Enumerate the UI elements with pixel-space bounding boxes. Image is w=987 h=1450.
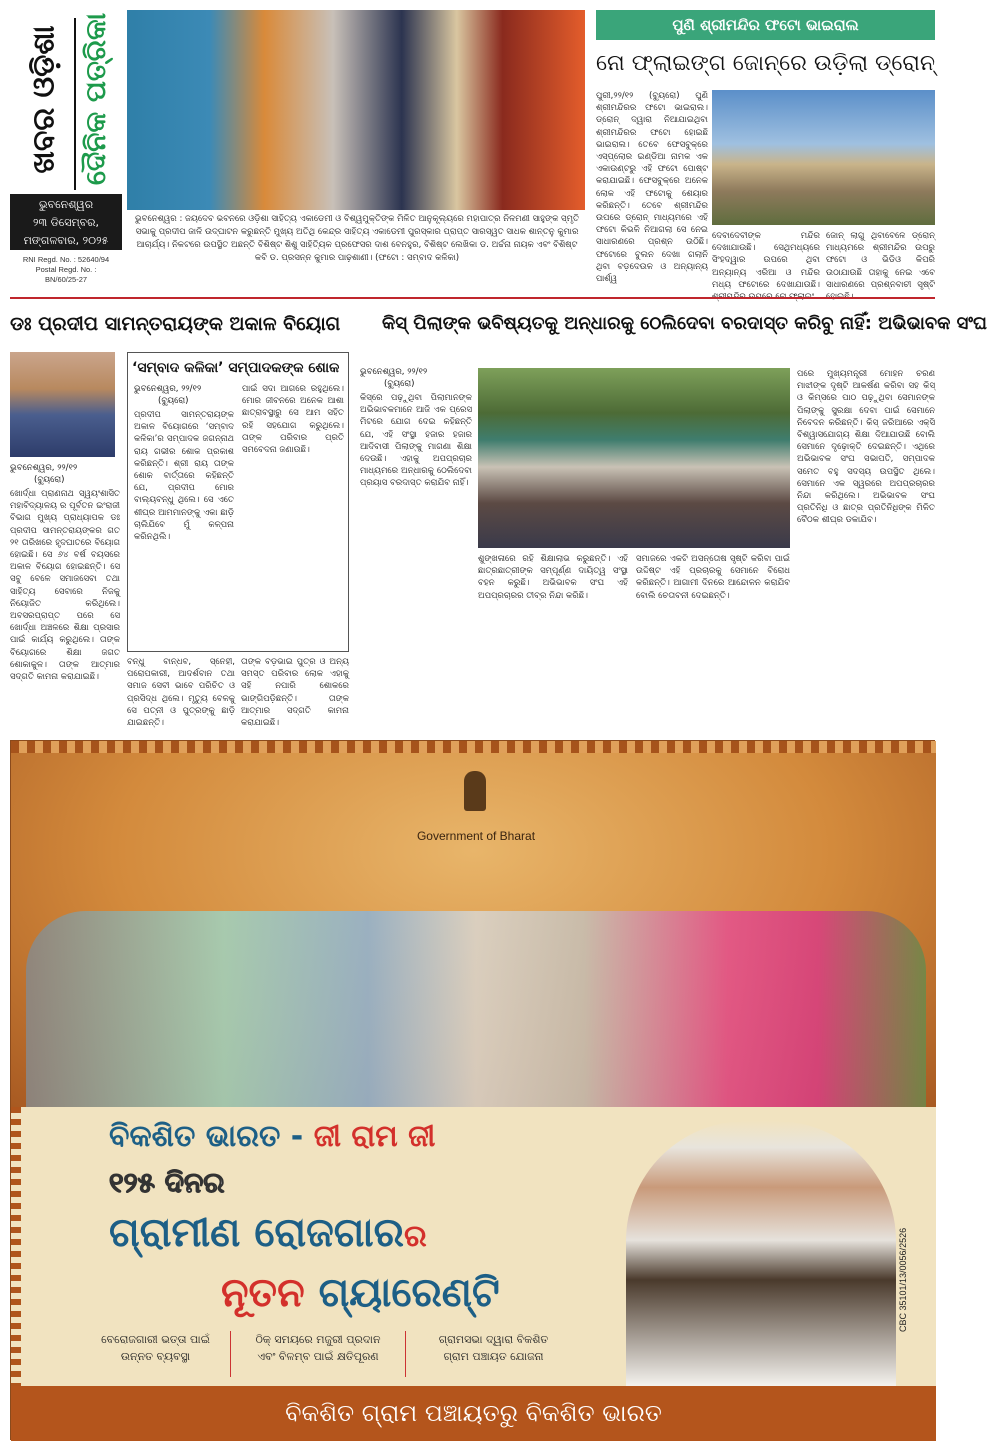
ad-line-4 xyxy=(221,1265,500,1321)
condolence-box xyxy=(127,352,349,652)
ad-feature-1 xyxy=(81,1331,231,1377)
place: ଭୁବନେଶ୍ୱର xyxy=(38,198,94,211)
government-label: Government of Bharat xyxy=(416,829,536,843)
ad-banner: ବିକଶିତ ଗ୍ରାମ ପଞ୍ଚାୟତରୁ ବିକଶିତ ଭାରତ xyxy=(11,1386,936,1441)
ad-border-pattern xyxy=(11,741,936,753)
advertisement xyxy=(10,740,935,1440)
obituary-headline: ଡଃ ପ୍ରଦୀପ ସାମନ୍ତରାୟଙ୍କ ଅକାଳ ବିୟୋଗ xyxy=(10,313,341,335)
condolence-col-2: ପାଇଁ ସଦା ଆଗରେ ରହୁଥିଲେ। ମୋର ଜୀବନରେ ଅନେକ ଆଶା ଛାତ୍ରାବସ୍ଥାରୁ ସେ ଆମ ସହିତ ରହି ସହଯୋଗ କରୁଥିଲେ। ତାଙ୍କ ପରିବାର ପ୍ରତି ସମବେଦନା ଜଣାଉଛି। xyxy=(242,384,344,456)
ad-feature-3-line-2: ଗ୍ରାମ ପଞ୍ଚାୟତ ଯୋଜନା xyxy=(443,1350,544,1363)
logo-black-text: ଖବର ଓଡ଼ିଶା xyxy=(26,25,62,174)
ad-line-4-b: ଗ୍ୟାରେଣ୍ଟି xyxy=(318,1270,500,1316)
ad-line-3-b: ର xyxy=(403,1219,427,1254)
parents-dateline: ଭୁବନେଶ୍ୱର, ୨୨/୧୨ xyxy=(360,367,428,377)
workers-group xyxy=(26,911,926,1107)
parents-meeting-photo xyxy=(478,368,790,548)
drone-col-1: ପୁରୀ,୨୨/୧୨ (ବ୍ୟୁରୋ) ପୁଣି ଶ୍ରୀମନ୍ଦିରର ଫଟୋ ଭାଇରାଲ। ଡ୍ରୋନ୍ ଦ୍ୱାରା ନିଆଯାଇଥିବା ଶ୍ରୀମନ୍ଦିରର ଫଟୋ ହୋଇଛି ଭାଇରାଲ। ତେବେ ଫେସବୁକ୍‌ରେ ଏସ୍‌ପ୍ଲୋର ଇଣ୍ଡିଆ ନାମକ ଏକ ଏକାଉଣ୍ଟରୁ ଏହି ଫଟୋ ପୋଷ୍ଟ କରାଯାଇଛି। ଫେସବୁକ୍‌ରେ ଅନେକ ଲୋକ ଏହି ଫଟୋକୁ ଶେୟାର କରିଛନ୍ତି। ତେବେ ଶ୍ରୀମନ୍ଦିର ଉପରେ ଡ୍ରୋନ୍ ମାଧ୍ୟମରେ ଏହି ଫଟୋ କିଭଳି ନିଆଗଲା ସେ ନେଇ ସାଧାରଣରେ ପ୍ରଶ୍ନ ଉଠିଛି। ଫଟୋରେ ବୁଲନ ଦେଖା ଗଲାନି ଥିବା ବଡ଼ଦେଉଳ ଓ ଅନ୍ୟାନ୍ୟ ପାର୍ଶ୍ୱ xyxy=(596,91,708,285)
ad-text-panel xyxy=(11,1107,936,1386)
logo-green-text: ଦୈନିକ ପତ୍ରିକା xyxy=(79,12,112,186)
obituary-body: ଖୋର୍ଦ୍ଧା ପ୍ରାଣନାଥ ସ୍ୱୟଂଶାସିତ ମହାବିଦ୍ୟାଳୟ ର ପୂର୍ବତନ ଇଂରାଜୀ ବିଭାଗ ମୁଖ୍ୟ ପ୍ରାଧ୍ୟାପକ ଡଃ ପ୍ରଦୀପ ସାମନ୍ତରାୟଙ୍କର ଗତ ୨୧ ତାରିଖରେ ହୃଦଘାତରେ ବିୟୋଗ ହୋଇଛି। ସେ ୬୪ ବର୍ଷ ବୟସରେ ଅକାଳ ବିୟୋଗ ହୋଇଛନ୍ତି। ସେ ସବୁ ବେଳେ ସମାଜସେବା ତଥା ସାହିତ୍ୟ ସେବାରେ ନିଜକୁ ନିୟୋଜିତ କରିଥିଲେ। ଅବସରପ୍ରାପ୍ତ ପରେ ସେ ଖୋର୍ଦ୍ଧା ଅଞ୍ଚଳରେ ଶିକ୍ଷା ପ୍ରସାର ପାଇଁ କାର୍ଯ୍ୟ କରୁଥିଲେ। ତାଙ୍କ ବିୟୋଗରେ ଶିକ୍ଷା ଜଗତ ଶୋକାକୁଳ। ତାଙ୍କ ଆତ୍ମାର ସଦ୍‌ଗତି କାମନା କରାଯାଇଛି। xyxy=(10,489,120,683)
day-year: ମଙ୍ଗଳବାର, ୨୦୨୫ xyxy=(23,234,109,247)
ad-feature-1-line-2: ଉନ୍ନତ ବ୍ୟବସ୍ଥା xyxy=(120,1350,191,1363)
drone-col-2: ଦେବାଦେବୀଙ୍କ ମନ୍ଦିର ଦେଖାଯାଉଛି। ସେଥିମଧ୍ୟରେ ସିଂହଦ୍ୱାର ଉପରେ ଥିବା ଅନ୍ୟାନ୍ୟ ଏରିଆ ଓ ମନ୍ଦିର ମଧ୍ୟ ଫଟୋରେ ଦେଖାଯାଉଛି। xyxy=(712,231,820,290)
date-box xyxy=(10,194,122,250)
parents-col-1: କିସ୍‌ରେ ପଢ଼ୁଥିବା ପିଲାମାନଙ୍କ ଅଭିଭାବକମାନେ ଆଜି ଏକ ପ୍ରେସ ମିଟରେ ଯୋଗ ଦେଇ କହିଛନ୍ତି ଯେ, ଏହି ସଂସ୍ଥା ହଜାର ହଜାର ଆଦିବାସୀ ପିଲାଙ୍କୁ ମାଗଣା ଶିକ୍ଷା ଦେଉଛି। ଏହାକୁ ଅପପ୍ରଚାର ମାଧ୍ୟମରେ ଅନ୍ଧାରକୁ ଠେଲିଦେବା ପ୍ରୟାସ ବରଦାସ୍ତ କରାଯିବ ନାହିଁ। xyxy=(360,393,472,489)
event-caption: ଭୁବନେଶ୍ୱର : ଜୟଦେବ ଭବନରେ ଓଡ଼ିଶା ସାହିତ୍ୟ ଏକାଡେମୀ ଓ ବିଶ୍ୱମୁକ୍ତିଙ୍କ ମିଳିତ ଆନୁକୂଲ୍ୟରେ ମହାପାତ୍ର ନିଳମଣୀ ସାହୁଙ୍କ ସ୍ମୃତି ସଭାକୁ ପ୍ରଦୀପ ଜାଳି ଉଦ୍‌ଘାଟନ କରୁଛନ୍ତି ମୁଖ୍ୟ ଅତିଥି କେନ୍ଦ୍ର ସାହିତ୍ୟ ଏକାଡେମୀ ପୁରସ୍କାର ପ୍ରାପ୍ତ ସାରସ୍ୱତ ସାଧକ ଶାନ୍ତନୁ କୁମାର ଆଚାର୍ଯ୍ୟ। ନିକଟରେ ଉପସ୍ଥିତ ଅଛନ୍ତି ବିଶିଷ୍ଟ ଶିଶୁ ସାହିତ୍ୟିକ ପ୍ରଫେସର ଦାଶ ବେନହୁର, ବିଶିଷ୍ଟ ଲେଖିକା ଡ. ଅର୍ଚ୍ଚନା ନାୟକ ଏବଂ ବିଶିଷ୍ଟ କବି ଡ. ପ୍ରସନ୍ନ କୁମାର ପାଢ଼ଶାଣୀ। (ଫଟୋ : ସମ୍ବାଦ କଳିକା) xyxy=(134,214,580,263)
ad-side-pattern xyxy=(11,1107,21,1386)
ad-feature-2 xyxy=(231,1331,406,1377)
ad-feature-1-line-1: ବେରୋଜଗାରୀ ଭତ୍ତା ପାଇଁ xyxy=(101,1333,210,1346)
rni-number: RNI Regd. No. : 52640/94 xyxy=(22,255,110,264)
obituary-dateline: ଭୁବନେଶ୍ୱର, ୨୨/୧୨ xyxy=(10,463,78,473)
parents-col-2: ଶୁଙ୍ଖଳାରେ ରହି ଶିକ୍ଷାଲାଭ କରୁଛନ୍ତି। ଏହି ଛାତ୍ରଛାତ୍ରୀଙ୍କ ସମ୍ପୂର୍ଣ୍ଣ ଦାୟିତ୍ୱ ସଂସ୍ଥା ବହନ କରୁଛି। ଅଭିଭାବକ ସଂଘ ଏହି ଅପପ୍ରଚାରର ତୀବ୍ର ନିନ୍ଦା କରିଛି। xyxy=(478,554,628,601)
condolence-col-1: ପ୍ରଦୀପ ସାମନ୍ତରାୟଙ୍କ ଅକାଳ ବିୟୋଗରେ ‘ସମ୍ବାଦ କଳିକା’ର ସମ୍ପାଦକ ଜଗନ୍ନାଥ ରାୟ ଗଭୀର ଶୋକ ପ୍ରକାଶ କରିଛନ୍ତି। ଶ୍ରୀ ରାୟ ତାଙ୍କ ଶୋକ ବାର୍ତ୍ତାରେ କହିଛନ୍ତି ଯେ, ପ୍ରଦୀପ ମୋର ବାଲ୍ୟବନ୍ଧୁ ଥିଲେ। ସେ ଏତେ ଶୀଘ୍ର ଆମମାନଙ୍କୁ ଏକା ଛାଡ଼ି ଚାଲିଯିବେ ମୁଁ କଳ୍ପନା କରିନଥିଲି। xyxy=(134,410,234,543)
condolence-dateline: ଭୁବନେଶ୍ୱର, ୨୨/୧୨ xyxy=(134,384,202,394)
postal-number: BN/60/25-27 xyxy=(44,275,88,284)
drone-col-3: ଜୋନ୍ ଲାଗୁ ଥିବାବେଳେ ଡ୍ରୋନ୍ ମାଧ୍ୟମରେ ଶ୍ରୀମନ୍ଦିର ଉପରୁ ଫଟୋ ଓ ଭିଡିଓ କିପରି ଉଠାଯାଉଛି ତାହାକୁ ନେଇ ଏବେ ସାଧାରଣରେ ପ୍ରଶ୍ନବାଚୀ ସୃଷ୍ଟି xyxy=(826,231,935,290)
ad-feature-3 xyxy=(406,1331,581,1377)
parents-col-3: ସମାଜରେ ଏକଟି ଅସନ୍ତୋଷ ସୃଷ୍ଟି କରିବା ପାଇଁ ଉଦ୍ଦିଷ୍ଟ ଏହି ପ୍ରଚାରକୁ ସେମାନେ ବିରୋଧ କରିଛନ୍ତି। ଆଗାମୀ ଦିନରେ ଆନ୍ଦୋଳନ କରାଯିବ ବୋଲି ଚେତାବନୀ ଦେଇଛନ୍ତି। xyxy=(636,554,790,601)
logo-divider xyxy=(74,18,76,190)
drone-headline: ନୋ ଫ୍ଲାଇଙ୍ଗ ଜୋନ୍‌ରେ ଉଡ଼ିଲା ଡ୍ରୋନ୍ xyxy=(596,51,935,76)
section-divider xyxy=(10,297,935,299)
ad-feature-2-line-2: ଏବଂ ବିଳମ୍ବ ପାଇଁ କ୍ଷତିପୂରଣ xyxy=(257,1350,379,1363)
obituary-bureau: (ବ୍ୟୁରୋ) xyxy=(34,475,65,485)
national-emblem-icon xyxy=(464,771,486,811)
ad-line-3-a: ଗ୍ରାମୀଣ ରୋଜଗାର xyxy=(109,1210,404,1256)
ad-workers-photo xyxy=(11,741,936,1107)
ad-features xyxy=(81,1331,581,1377)
registration xyxy=(10,255,122,285)
pradeep-portrait xyxy=(10,352,115,457)
logo xyxy=(16,12,116,192)
jagannath-temple-photo xyxy=(712,90,935,225)
postal-label: Postal Regd. No. : xyxy=(35,265,97,274)
obituary-dateline-block xyxy=(10,462,120,486)
parents-col-4: ପରେ ମୁଖ୍ୟମନ୍ତ୍ରୀ ମୋହନ ଚରଣ ମାଝୀଙ୍କ ଦୃଷ୍ଟି ଆକର୍ଷଣ କରିବା ସହ କିସ୍ ଓ କିମ୍ସରେ ପାଠ ପଢ଼ୁଥିବା ସେମାନଙ୍କ ପିଲାଙ୍କୁ ସୁରକ୍ଷା ଦେବା ପାଇଁ ସେମାନେ ନିବେଦନ କରିଛନ୍ତି। କିସ୍ ଜରିଆରେ ଏକ୍ସି ବିଶ୍ୱାସଯୋଗ୍ୟ ଶିକ୍ଷା ଦିଆଯାଉଛି ବୋଲି ସେମାନେ ଦୃଢ଼ୋକ୍ତି ଦେଇଛନ୍ତି। ଏଥିରେ ଅଭିଭାବକ ସଂଘ ସଭାପତି, ସମ୍ପାଦକ ସମେତ ବହୁ ସଦସ୍ୟ ଉପସ୍ଥିତ ଥିଲେ। ସେମାନେ ଏକ ସ୍ୱରରେ ଅପପ୍ରଚାରର ନିନ୍ଦା କରିଥିଲେ। ଅଭିଭାବକ ସଂଘ ପ୍ରତିନିଧି ଓ ଛାତ୍ର ପ୍ରତିନିଧିଙ୍କ ମିଳିତ ବୈଠକ ଶୀଘ୍ର ଡକାଯିବ। xyxy=(797,369,935,526)
ad-line-2: ୧୨୫ ଦିନର xyxy=(109,1166,225,1199)
parents-headline: କିସ୍ ପିଲାଙ୍କ ଭବିଷ୍ୟତକୁ ଅନ୍ଧାରକୁ ଠେଲିଦେବା ବରଦାସ୍ତ କରିବୁ ନାହିଁ: ଅଭିଭାବକ ସଂଘ xyxy=(382,313,987,334)
pm-portrait xyxy=(626,1121,896,1386)
date: ୨୩ ଡିସେମ୍ବର, xyxy=(32,216,100,229)
ad-line-4-a: ନୂତନ xyxy=(221,1270,305,1316)
ad-feature-3-line-1: ଗ୍ରାମସଭା ଦ୍ୱାରା ବିକଶିତ xyxy=(438,1333,549,1346)
condolence-bureau: (ବ୍ୟୁରୋ) xyxy=(158,396,189,406)
condolence-footer-1: ବନ୍ଧୁ ବାନ୍ଧବ, ସ୍ନେହୀ, ପରୋପକାରୀ, ଆଦର୍ଶବାନ ତଥା ସମାଜ ସେବୀ ଭାବେ ପରିଚିତ ଓ ପ୍ରସିଦ୍ଧ ଥିଲେ। ମୃତ୍ୟୁ ବେଳକୁ ସେ ପତ୍ନୀ ଓ ପୁତ୍ରଙ୍କୁ ଛାଡ଼ି ଯାଇଛନ୍ତି। xyxy=(127,657,235,729)
ad-line-1-b: ଜୀ ରାମ ଜୀ xyxy=(313,1119,436,1154)
ad-line-3 xyxy=(109,1205,427,1265)
ad-feature-2-line-1: ଠିକ୍ ସମୟରେ ମଜୁରୀ ପ୍ରଦାନ xyxy=(255,1333,381,1346)
cbc-code: CBC 35101/13/0056/2526 xyxy=(898,1227,908,1332)
masthead xyxy=(10,8,122,290)
condolence-footer-2: ତାଙ୍କ ବଡ଼ଭାଇ ପୁତ୍ର ଓ ଅନ୍ୟ ସମସ୍ତ ପରିବାର ଲୋକ ଏହାକୁ ସହି ନପାରି ଶୋକରେ ଭାଙ୍ଗିପଡ଼ିଛନ୍ତି। ତାଙ୍କ ଆତ୍ମାର ସଦ୍‌ଗତି କାମନା କରାଯାଇଛି। xyxy=(241,657,349,729)
parents-bureau: (ବ୍ୟୁରୋ) xyxy=(384,379,415,389)
condolence-headline: ‘ସମ୍ବାଦ କଳିକା’ ସମ୍ପାଦକଙ୍କ ଶୋକ xyxy=(132,360,340,376)
event-photo xyxy=(127,10,585,210)
drone-kicker: ପୁଣି ଶ୍ରୀମନ୍ଦିର ଫଟୋ ଭାଇରାଲ xyxy=(596,10,935,40)
ad-line-1 xyxy=(109,1115,435,1159)
condolence-dateline-block xyxy=(134,383,234,407)
parents-dateline-block xyxy=(360,366,472,390)
ad-line-1-a: ବିକଶିତ ଭାରତ - xyxy=(109,1119,304,1154)
